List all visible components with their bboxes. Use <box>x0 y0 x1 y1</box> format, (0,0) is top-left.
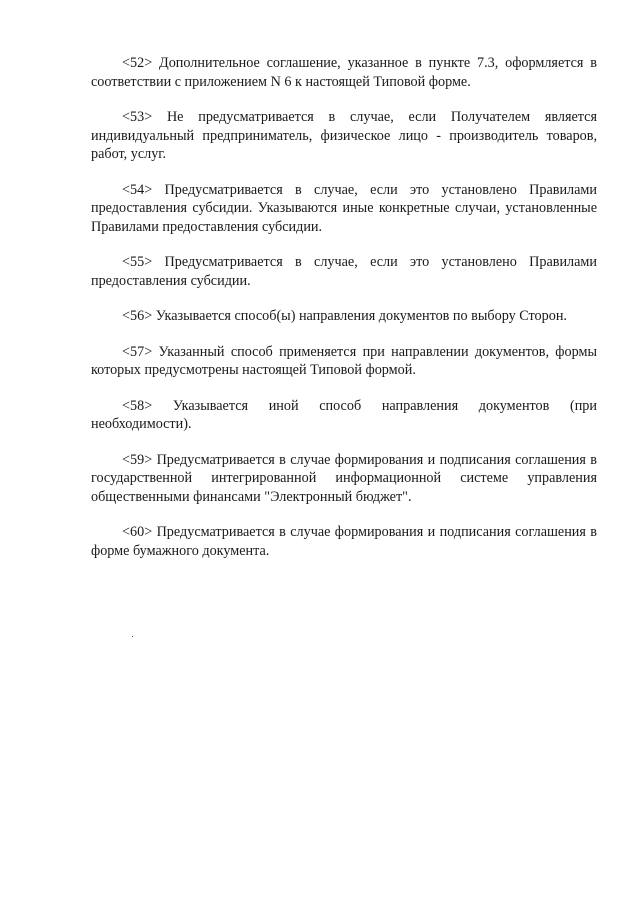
footnote-53: <53> Не предусматривается в случае, если Получателем является индивидуальный предприниматель, физическое лицо - производитель товаров, работ, услуг. <box>91 109 597 162</box>
footnote-58: <58> Указывается иной способ направления документов (при необходимости). <box>91 397 597 432</box>
footnote-59: <59> Предусматривается в случае формирования и подписания соглашения в государственной интегрированной информационной системе управления общественными финансами "Электронный бюджет". <box>91 451 597 505</box>
footnote-60: <60> Предусматривается в случае формирования и подписания соглашения в форме бумажного документа. <box>91 524 597 559</box>
scan-speck <box>132 636 133 637</box>
footnote-52: <52> Дополнительное соглашение, указанное в пункте 7.3, оформляется в соответствии с приложением N 6 к настоящей Типовой форме. <box>91 55 597 90</box>
footnotes-section <box>91 54 597 577</box>
footnote-54: <54> Предусматривается в случае, если это установлено Правилами предоставления субсидии. Указываются иные конкретные случаи, установленные Правилами предоставления субсидии. <box>91 181 597 235</box>
footnote-57: <57> Указанный способ применяется при направлении документов, формы которых предусмотрены настоящей Типовой формой. <box>91 343 597 378</box>
footnote-55: <55> Предусматривается в случае, если это установлено Правилами предоставления субсидии. <box>91 254 597 289</box>
footnote-56: <56> Указывается способ(ы) направления документов по выбору Сторон. <box>122 308 567 324</box>
